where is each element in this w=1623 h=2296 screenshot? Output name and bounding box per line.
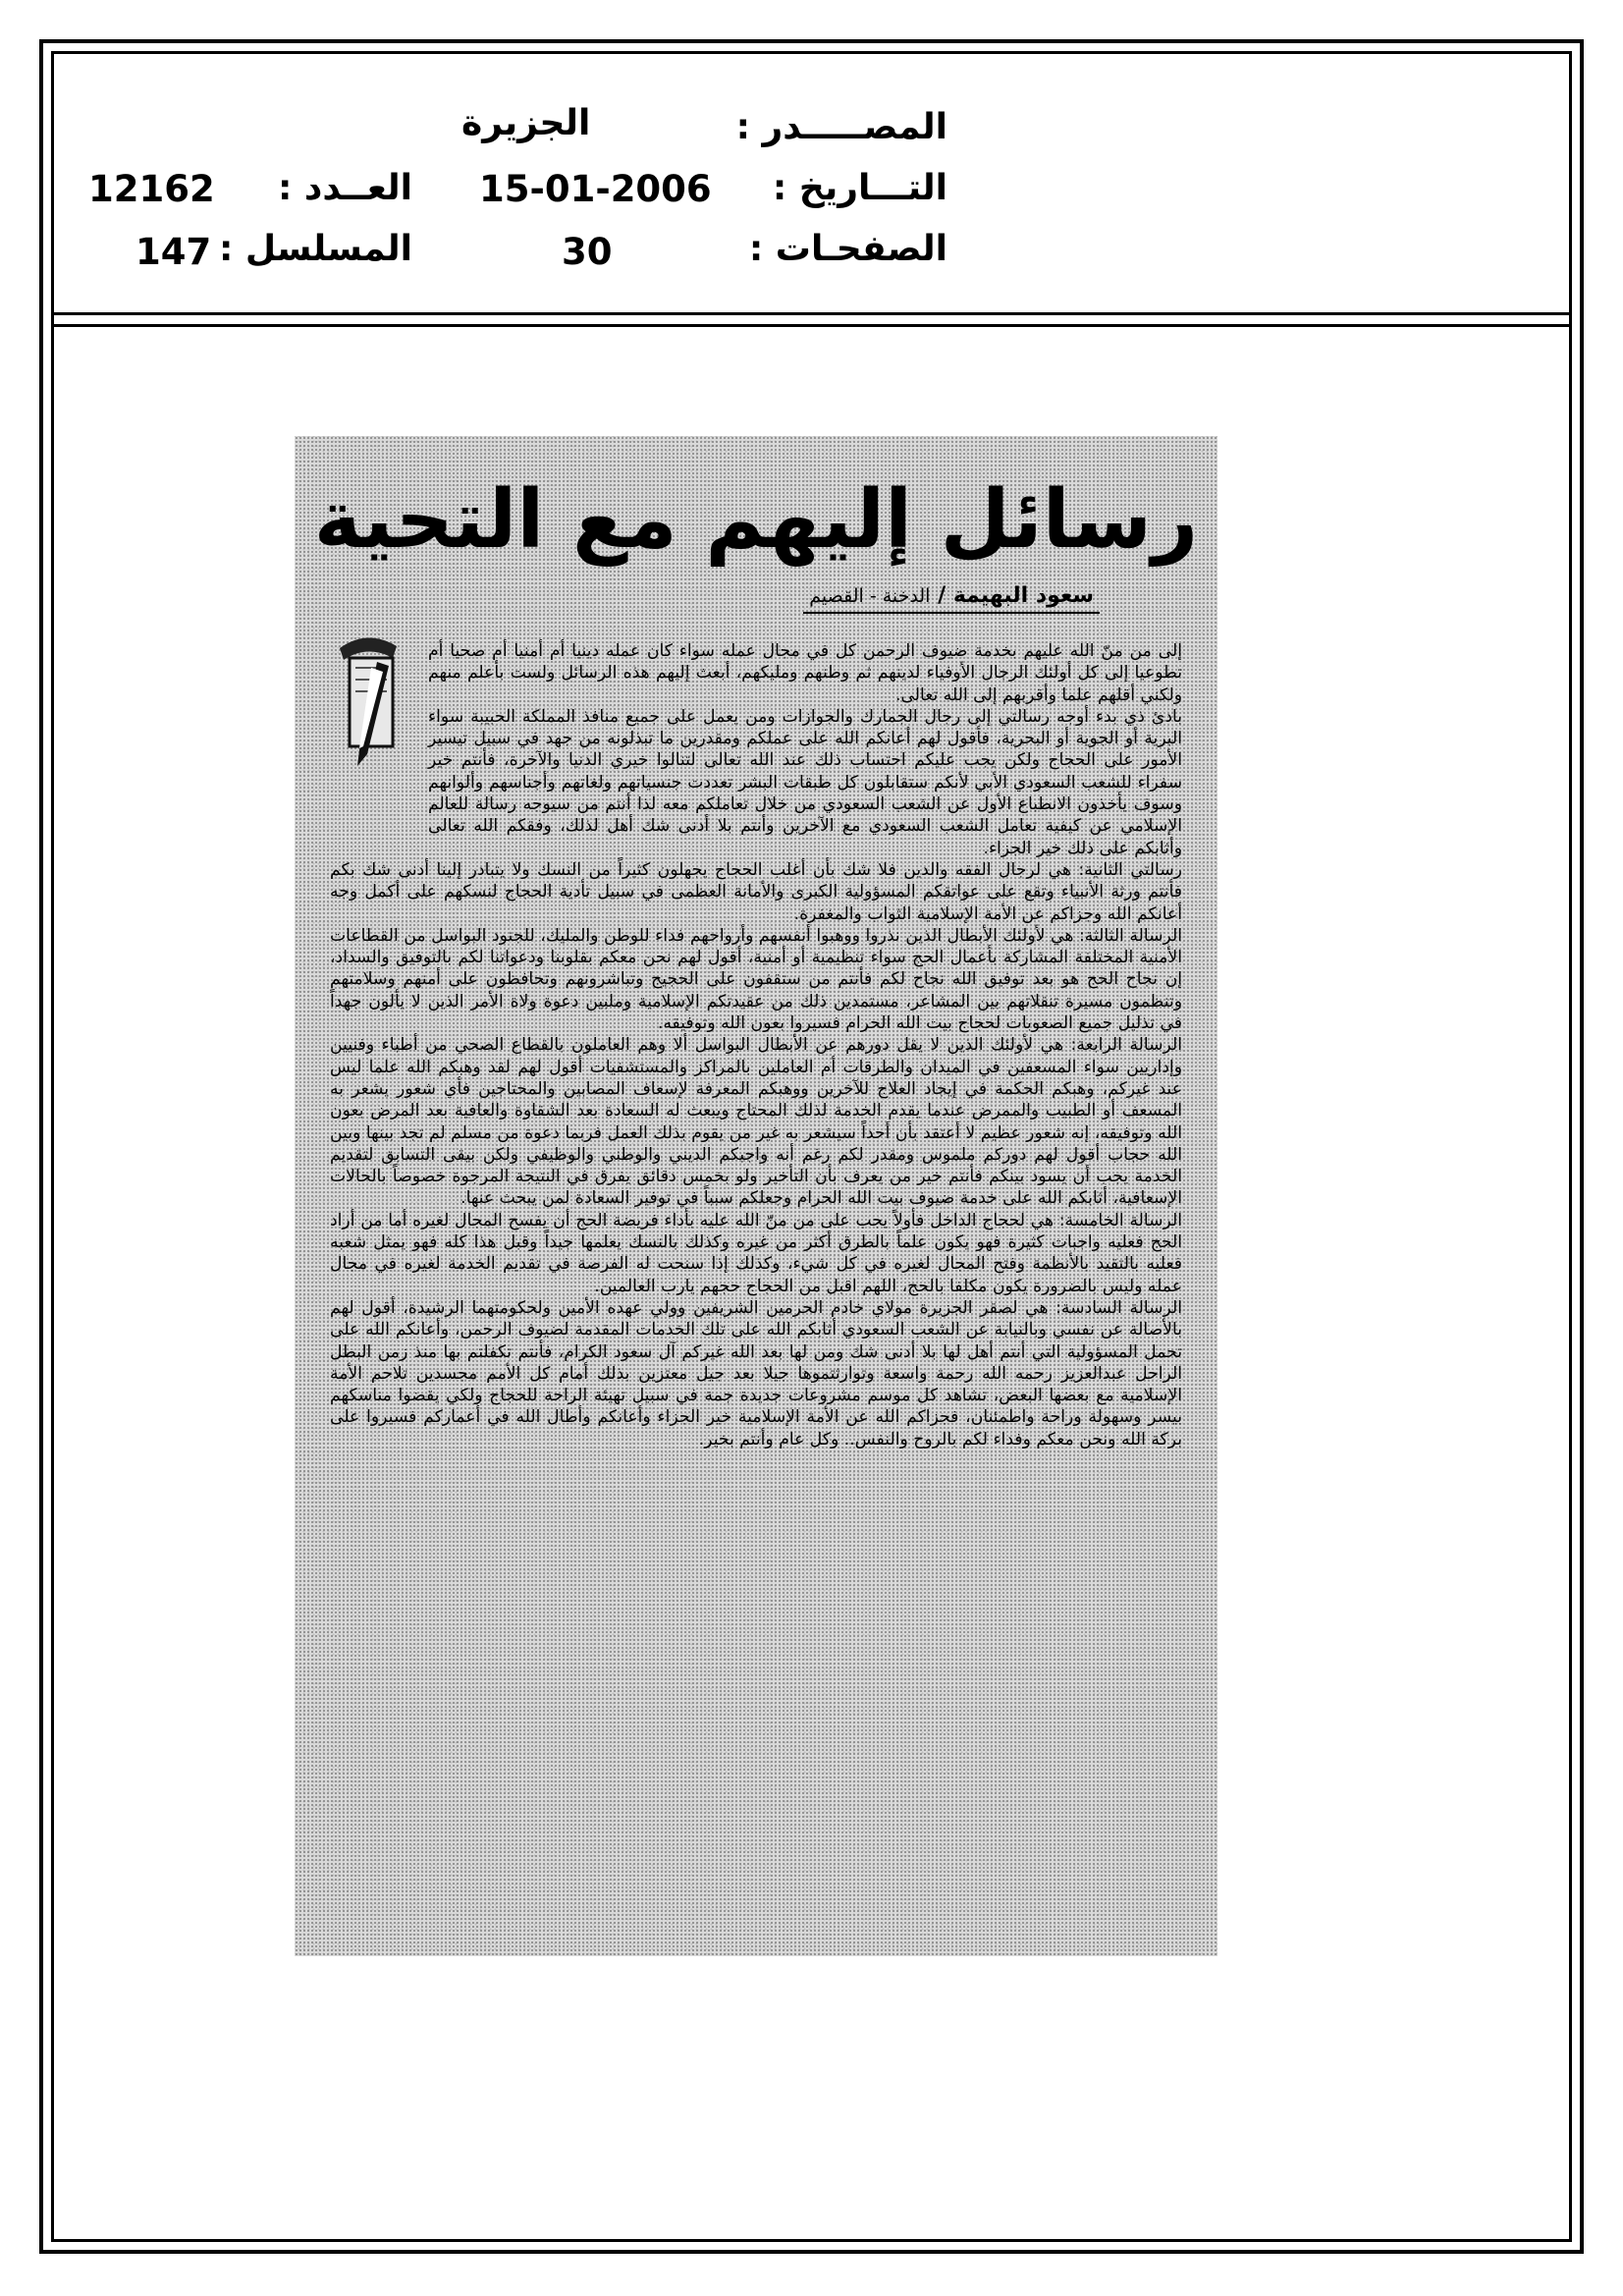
article-paragraph: الرسالة الرابعة: هي لأولئك الذين لا يقل دورهم عن الأبطال البواسل ألا وهم العاملون بالقطاع الصحي من أطباء وفنيين وإداريين سواء المسعفين في الميدان والطرقات أم العاملين بالمراكز والمستشفيات أقول لهم لقد وهبكم الله علما ليس عند غيركم، وهبكم الحكمة في إيجاد العلاج للآخرين ووهبكم المعرفة لإسعاف المصابين والمحتاجين فأي شعور يشعر به المسعف أو الطبيب والممرض عندما يقدم الخدمة لذلك المحتاج ويبعث له السعادة بعد الشقاوة والعافية بعد المرض بعون الله وتوفيقه، إنه شعور عظيم لا أعتقد بأن أحداً سيشعر به غير من يقوم بذلك العمل فربما دعوة من مسلم لم تجد بينها وبين الله حجاب أقول لهم دوركم ملموس ومقدر لكم رغم أنه واجبكم الديني والوطني والوظيفي ولكن بيقى التسابق لتقديم الخدمة يجب أن يسود بينكم فأنتم خير من يعرف بأن التأخير ولو بخمس دقائق يفرق في النتيجة المرجوة خصوصاً بالحالات الإسعافية، أثابكم الله على خدمة ضيوف بيت الله الحرام وجعلكم سبباً في توفير السعادة لمن يبحث عنها. — [330, 1035, 1182, 1209]
article-paragraph: الرسالة السادسة: هي لصقر الجزيرة مولاي خادم الحرمين الشريفين وولي عهده الأمين ولحكومتهما الرشيدة، أقول لهم بالأصالة عن نفسي وبالنيابة عن الشعب السعودي أثابكم الله على تلك الخدمات المقدمة لضيوف الرحمن، وأعانكم الله على تحمل المسؤولية التي أنتم أهل لها بلا أدنى شك ومن لها بعد الله غيركم آل سعود الكرام، فأنتم تكفلتم بها منذ زمن البطل الراحل عبدالعزيز رحمه الله رحمة واسعة وتوارثتموها جيلا بعد جيل معتزين بذلك أمام كل الأمم مجسدين تلاحم الأمة الإسلامية مع بعضها البعض، تشاهد كل موسم مشروعات جديدة جمة في سبيل تهيئة الراحة للحجاج ولكي يقضوا مناسكهم بيسر وسهولة وراحة واطمئنان، فجزاكم الله عن الأمة الإسلامية خير الجزاء وأعانكم وأطال الله في أعماركم فسيروا على بركة الله ونحن معكم وفداء لكم بالروح والنفس.. وكل عام وأنتم بخير. — [330, 1297, 1182, 1449]
article-byline — [803, 583, 1100, 614]
source-label: المصـــــدر : — [735, 107, 947, 147]
author-name: سعود البهيمة / — [938, 583, 1094, 608]
header-divider-bottom — [51, 324, 1572, 327]
serial-value: 147 — [135, 231, 212, 273]
article-paragraph: الرسالة الخامسة: هي لحجاج الداخل فأولاً يجب على من منّ الله عليه بأداء فريضة الحج أن يفسح المجال لغيره أما من أراد الحج فعليه واجبات كثيرة فهو يكون علماً بالطرق أكثر من غيره وكذلك بالنسك يعلمها جيداً وقبل هذا كله فهو يمثل شعبه فعليه بالتقيد بالأنظمة وفتح المجال لغيره في كل شيء، وكذلك إذا سنحت له الفرصة في تقديم الخدمة لغيره في مجال عمله وليس بالضرورة يكون مكلفا بالحج، اللهم اقبل من الحجاج حجهم يارب العالمين. — [330, 1210, 1182, 1296]
issue-label: العــدد : — [278, 168, 412, 208]
article-paragraph: رسالتي الثانية: هي لرجال الفقه والدين فلا شك بأن أغلب الحجاج يجهلون كثيراً من النسك ولا يتبادر إلينا أدنى شك بكم فأنتم ورثة الأنبياء وتقع على عواتقكم المسؤولية الكبرى والأمانة العظمى في سبيل تأدية الحجاج لنسكهم على أكمل وجه أعانكم الله وجزاكم عن الأمة الإسلامية الثواب والمغفرة. — [330, 859, 1182, 924]
source-value: الجزيرة — [461, 103, 591, 143]
issue-value: 12162 — [88, 168, 215, 210]
article-body — [330, 640, 1182, 1937]
date-value: 15-01-2006 — [479, 168, 712, 210]
article-paragraph: الرسالة الثالثة: هي لأولئك الأبطال الذين نذروا ووهبوا أنفسهم وأرواحهم فداء للوطن والمليك، للجنود البواسل من القطاعات الأمنية المختلفة المشاركة بأعمال الحج سواء تنظيمية أو أمنية، أقول لهم نحن معكم بقلوبنا ودعواتنا لكم بالتوفيق والسداد، إن نجاح الحج هو بعد توفيق الله نجاح لكم فأنتم من ستقفون على الحجيج وتباشرونهم وتحافظون على أمنهم وسلامتهم وتنظمون مسيرة تنقلاتهم بين المشاعر، مستمدين ذلك من عقيدتكم الإسلامية وملبين دعوة ولاة الأمر الذين لا يألون جهداً في تذليل جميع الصعوبات لحجاج بيت الله الحرام فسيروا بعون الله وتوفيقه. — [330, 925, 1182, 1034]
header-divider-top — [51, 312, 1572, 315]
date-label: التـــاريخ : — [772, 168, 947, 208]
pages-label: الصفحـات : — [748, 229, 947, 269]
article-paragraph: إلى من منّ الله عليهم بخدمة ضيوف الرحمن كل في مجال عمله سواء كان عمله دينيا أم أمنيا أم صحيا أم تطوعيا إلى كل أولئك الرجال الأوفياء لدينهم ثم وطنهم ومليكهم، أبعث إليهم هذه الرسائل ولست بأعلم منهم ولكني أقلهم علما وأقربهم إلى الله تعالى. — [428, 641, 1182, 705]
author-location: الدخنة - القصيم — [809, 585, 931, 607]
article-clipping — [295, 436, 1217, 1956]
serial-label: المسلسل : — [218, 229, 412, 269]
article-headline: رسائل إليهم مع التحية — [313, 473, 1199, 567]
article-paragraph: بادئ ذي بدء أوجه رسالتي إلى رجال الجمارك والجوازات ومن يعمل على جميع منافذ المملكة الحبيبة سواء البرية أو الجوية أو البحرية، فأقول لهم أعانكم الله على عملكم ومقدرين ما تبذلونه من جهد في سبيل تيسير الأمور على الحجاج ولكن يجب عليكم احتساب ذلك عند الله تعالى لتنالوا خيري الدنيا والآخرة، فأنتم خير سفراء للشعب السعودي الأبي لأنكم ستقابلون كل طبقات البشر تعددت جنسياتهم ولغاتهم وأجناسهم وألوانهم وسوف يأخذون الانطباع الأول عن الشعب السعودي من خلال تعاملكم معه لذا أنتم من سيوجه رسالة للعالم الإسلامي عن كيفية تعامل الشعب السعودي مع الآخرين وأنتم بلا أدنى شك أهل لذلك، وفقكم الله تعالى وأثابكم على ذلك خير الجزاء. — [428, 706, 1182, 858]
pages-value: 30 — [562, 231, 613, 273]
